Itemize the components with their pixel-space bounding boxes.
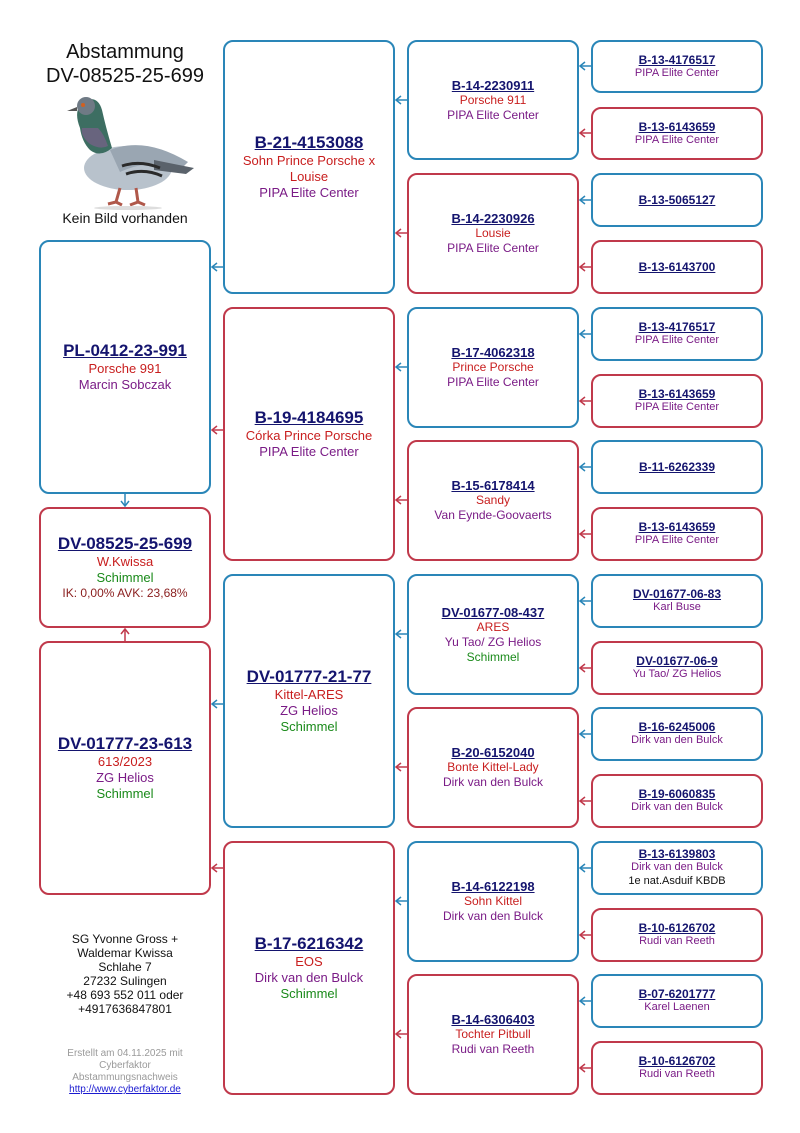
page-ring-number: DV-08525-25-699 bbox=[46, 65, 204, 87]
ring-number[interactable]: B-14-2230911 bbox=[451, 77, 535, 93]
ring-number[interactable]: B-13-6143659 bbox=[638, 119, 716, 134]
ring-number[interactable]: B-15-6178414 bbox=[451, 478, 535, 493]
great-grandparent-card[interactable] bbox=[407, 173, 579, 294]
owner-line: +48 693 552 011 oder bbox=[66, 988, 184, 1003]
grandparent-card[interactable] bbox=[223, 307, 395, 561]
gen4-card[interactable] bbox=[591, 707, 763, 761]
ring-number[interactable]: B-11-6262339 bbox=[638, 460, 716, 474]
dam-breeder: ZG Helios bbox=[96, 769, 154, 785]
ring-number[interactable]: DV-01677-06-83 bbox=[632, 587, 722, 602]
subject-stats: IK: 0,00% AVK: 23,68% bbox=[62, 586, 188, 601]
ring-number[interactable]: B-21-4153088 bbox=[254, 132, 364, 152]
sire-name: Porsche 991 bbox=[88, 360, 162, 376]
breeder: PIPA Elite Center bbox=[634, 66, 720, 79]
page-title: Abstammung bbox=[66, 41, 184, 63]
pigeon-name: Tochter Pitbull bbox=[455, 1027, 531, 1041]
dam-name: 613/2023 bbox=[97, 753, 153, 769]
ring-number[interactable]: B-10-6126702 bbox=[638, 1054, 716, 1069]
breeder: Dirk van den Bulck bbox=[254, 969, 364, 985]
pigeon-name: Bonte Kittel-Lady bbox=[447, 760, 539, 774]
breeder: PIPA Elite Center bbox=[259, 185, 359, 201]
gen4-card[interactable] bbox=[591, 1041, 763, 1095]
owner-line: SG Yvonne Gross + bbox=[71, 932, 179, 946]
pigeon-name: Sandy bbox=[475, 493, 511, 507]
pigeon-name: Córka Prince Porsche bbox=[245, 427, 373, 443]
pigeon-name: Kittel-ARES bbox=[274, 686, 344, 702]
breeder: PIPA Elite Center bbox=[447, 107, 539, 122]
breeder: Karel Laenen bbox=[644, 1001, 710, 1014]
breeder: Van Eynde-Goovaerts bbox=[434, 508, 552, 522]
breeder: Dirk van den Bulck bbox=[442, 909, 544, 923]
ring-number[interactable]: B-07-6201777 bbox=[638, 987, 716, 1002]
pigeon-color: Schimmel bbox=[466, 649, 520, 664]
ring-number[interactable]: B-14-6306403 bbox=[451, 1012, 535, 1027]
breeder: Rudi van Reeth bbox=[451, 1042, 535, 1056]
gen4-card[interactable] bbox=[591, 40, 763, 93]
breeder: Yu Tao/ ZG Helios bbox=[444, 634, 542, 649]
grandparent-card[interactable] bbox=[223, 841, 395, 1095]
credit-line: Abstammungsnachweis bbox=[72, 1072, 178, 1083]
gen4-card[interactable] bbox=[591, 908, 763, 962]
breeder: Karl Buse bbox=[653, 601, 701, 614]
breeder: PIPA Elite Center bbox=[634, 401, 720, 414]
dam-color: Schimmel bbox=[96, 786, 154, 802]
ring-number[interactable]: B-13-6143659 bbox=[638, 520, 716, 535]
subject-color: Schimmel bbox=[96, 570, 154, 585]
pigeon-color: Schimmel bbox=[280, 719, 338, 735]
breeder: Dirk van den Bulck bbox=[631, 861, 723, 874]
breeder: PIPA Elite Center bbox=[634, 133, 720, 146]
dam-card[interactable] bbox=[39, 641, 211, 895]
owner-line: Schlahe 7 bbox=[98, 960, 152, 975]
subject-ring[interactable]: DV-08525-25-699 bbox=[57, 533, 193, 553]
breeder: PIPA Elite Center bbox=[447, 241, 539, 255]
pigeon-color: Schimmel bbox=[280, 986, 338, 1002]
great-grandparent-card[interactable] bbox=[407, 440, 579, 561]
gen4-card[interactable] bbox=[591, 574, 763, 628]
gen4-card[interactable] bbox=[591, 107, 763, 160]
breeder: Rudi van Reeth bbox=[639, 1068, 715, 1081]
great-grandparent-card[interactable] bbox=[407, 841, 579, 962]
gen4-card[interactable] bbox=[591, 307, 763, 361]
pigeon-name: ARES bbox=[476, 619, 510, 634]
sire-card[interactable] bbox=[39, 240, 211, 494]
ring-number[interactable]: B-16-6245006 bbox=[638, 720, 716, 735]
breeder: Dirk van den Bulck bbox=[631, 734, 723, 747]
ring-number[interactable]: B-13-4176517 bbox=[638, 52, 716, 67]
ring-number[interactable]: B-14-2230926 bbox=[451, 211, 535, 226]
gen4-card[interactable] bbox=[591, 841, 763, 895]
ring-number[interactable]: B-17-6216342 bbox=[254, 933, 364, 953]
ring-number[interactable]: DV-01677-08-437 bbox=[441, 604, 545, 620]
ring-number[interactable]: B-13-5065127 bbox=[638, 193, 716, 207]
breeder: Dirk van den Bulck bbox=[631, 801, 723, 814]
breeder: Rudi van Reeth bbox=[639, 935, 715, 948]
pigeon-name: Prince Porsche bbox=[452, 360, 534, 374]
gen4-card[interactable] bbox=[591, 641, 763, 695]
ring-number[interactable]: B-13-4176517 bbox=[638, 320, 716, 335]
great-grandparent-card[interactable] bbox=[407, 40, 579, 160]
subject-name: W.Kwissa bbox=[96, 553, 154, 569]
owner-line: +4917636847801 bbox=[78, 1002, 172, 1017]
ring-number[interactable]: B-19-6060835 bbox=[638, 787, 716, 802]
website-link[interactable]: http://www.cyberfaktor.de bbox=[69, 1084, 181, 1095]
dam-ring[interactable]: DV-01777-23-613 bbox=[57, 733, 193, 753]
ring-number[interactable]: B-19-4184695 bbox=[254, 407, 364, 427]
grandparent-card[interactable] bbox=[223, 574, 395, 828]
subject-card[interactable] bbox=[39, 507, 211, 628]
achievement-note: 1e nat.Asduif KBDB bbox=[628, 875, 726, 887]
ring-number[interactable]: B-20-6152040 bbox=[451, 745, 535, 760]
breeder: Dirk van den Bulck bbox=[442, 775, 544, 789]
ring-number[interactable]: B-10-6126702 bbox=[638, 921, 716, 936]
ring-number[interactable]: B-13-6143659 bbox=[638, 387, 716, 402]
breeder: PIPA Elite Center bbox=[634, 334, 720, 347]
breeder: Yu Tao/ ZG Helios bbox=[632, 668, 722, 681]
ring-number[interactable]: DV-01677-06-9 bbox=[636, 654, 718, 669]
pigeon-name: Sohn Kittel bbox=[463, 894, 523, 908]
credit-footer bbox=[40, 1048, 210, 1096]
breeder: PIPA Elite Center bbox=[447, 375, 539, 389]
pigeon-name: Sohn Prince Porsche x Louise bbox=[242, 152, 376, 184]
pigeon-name: Porsche 911 bbox=[459, 92, 527, 107]
sire-breeder: Marcin Sobczak bbox=[78, 377, 172, 392]
pigeon-name: Lousie bbox=[475, 226, 511, 240]
gen4-card[interactable] bbox=[591, 374, 763, 428]
credit-line: Cyberfaktor bbox=[99, 1060, 151, 1071]
ring-number[interactable]: B-14-6122198 bbox=[451, 879, 535, 894]
gen4-card[interactable] bbox=[591, 507, 763, 561]
ring-number[interactable]: B-13-6139803 bbox=[638, 847, 716, 862]
no-image-caption: Kein Bild vorhanden bbox=[62, 210, 188, 226]
great-grandparent-card[interactable] bbox=[407, 974, 579, 1095]
breeder: PIPA Elite Center bbox=[634, 534, 720, 547]
owner-line: 27232 Sulingen bbox=[83, 974, 167, 989]
gen4-card[interactable] bbox=[591, 974, 763, 1028]
breeder: PIPA Elite Center bbox=[259, 444, 359, 459]
credit-line: Erstellt am 04.11.2025 mit bbox=[67, 1048, 183, 1059]
breeder: ZG Helios bbox=[280, 702, 338, 718]
gen4-card[interactable] bbox=[591, 173, 763, 227]
sire-ring[interactable]: PL-0412-23-991 bbox=[63, 340, 187, 360]
pigeon-name: EOS bbox=[295, 953, 323, 969]
great-grandparent-card[interactable] bbox=[407, 307, 579, 428]
great-grandparent-card[interactable] bbox=[407, 574, 579, 695]
gen4-card[interactable] bbox=[591, 240, 763, 294]
grandparent-card[interactable] bbox=[223, 40, 395, 294]
gen4-card[interactable] bbox=[591, 774, 763, 828]
owner-address bbox=[40, 932, 210, 1016]
owner-line: Waldemar Kwissa bbox=[77, 946, 173, 961]
ring-number[interactable]: B-13-6143700 bbox=[638, 260, 716, 274]
ring-number[interactable]: B-17-4062318 bbox=[451, 345, 535, 360]
gen4-card[interactable] bbox=[591, 440, 763, 494]
ring-number[interactable]: DV-01777-21-77 bbox=[246, 666, 372, 686]
great-grandparent-card[interactable] bbox=[407, 707, 579, 828]
